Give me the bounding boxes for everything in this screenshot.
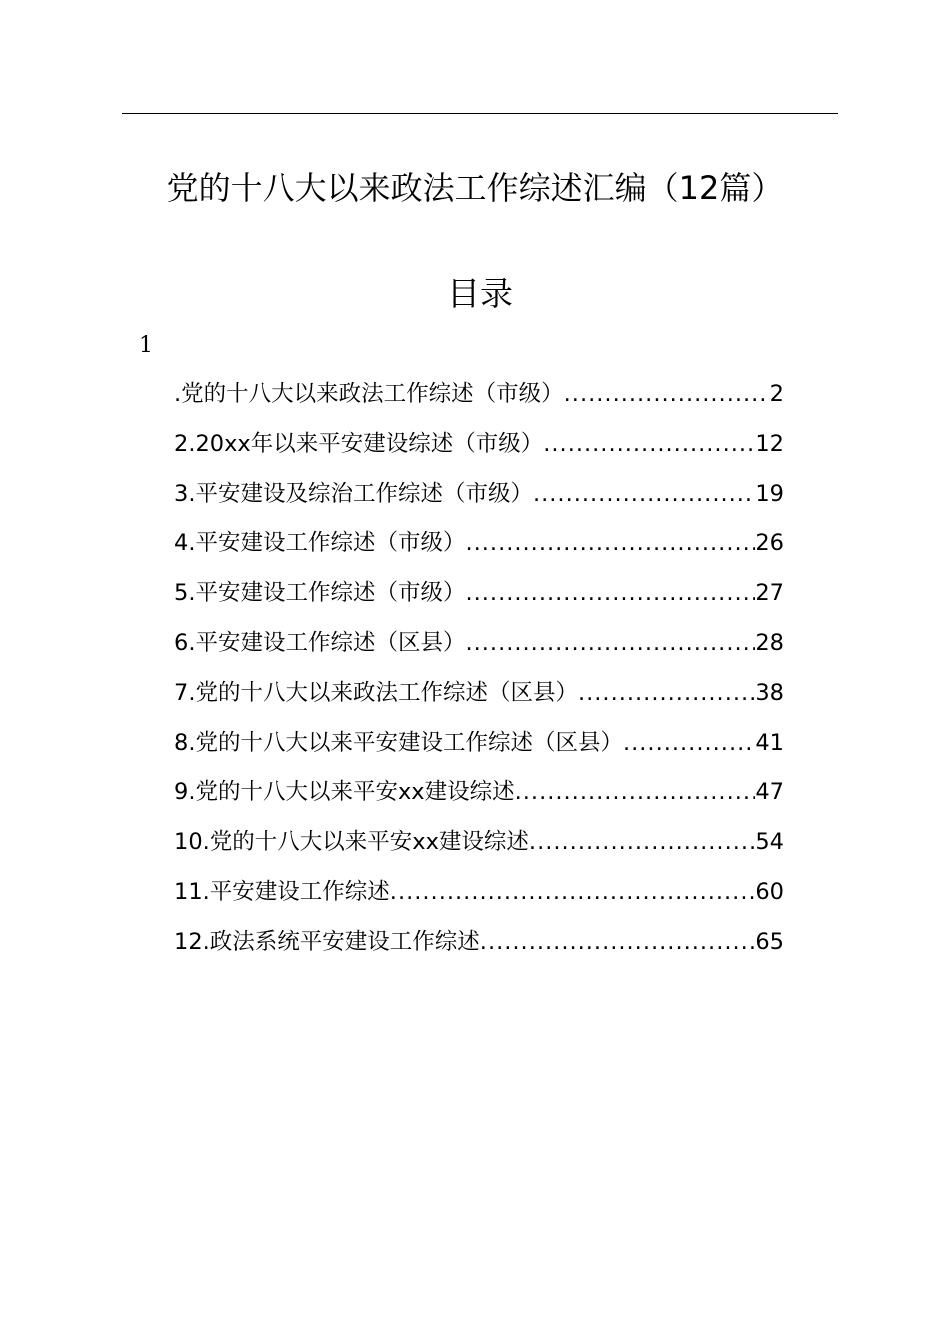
toc-leader	[465, 573, 755, 613]
toc-leader	[390, 872, 756, 912]
toc-leader	[480, 922, 756, 962]
toc-entry-page: 26	[755, 530, 784, 557]
toc-entry[interactable]	[174, 523, 784, 573]
toc-entry[interactable]	[174, 922, 784, 972]
toc-entry[interactable]	[174, 424, 784, 474]
toc-entry-title: 5.平安建设工作综述（市级）	[174, 580, 466, 607]
toc-entry[interactable]	[174, 623, 784, 673]
toc-entry-page: 28	[755, 629, 784, 656]
toc-entry-page: 60	[755, 878, 784, 905]
toc-entry-page: 47	[755, 779, 784, 806]
toc-entry-title: 7.党的十八大以来政法工作综述（区县）	[174, 679, 578, 706]
toc-entry-title: 3.平安建设及综治工作综述（市级）	[174, 480, 533, 507]
toc-leader	[533, 474, 755, 514]
toc-leader	[465, 623, 755, 663]
toc-leader	[578, 673, 755, 713]
toc-entry-page: 41	[755, 729, 784, 756]
toc-entry-title: 12.政法系统平安建设工作综述	[174, 928, 480, 955]
toc-entry-title: 4.平安建设工作综述（市级）	[174, 530, 466, 557]
toc-entry[interactable]	[174, 573, 784, 623]
toc-entry-page: 65	[755, 928, 784, 955]
toc-leader	[564, 374, 770, 414]
toc-entry-title: 11.平安建设工作综述	[174, 878, 390, 905]
toc-entry-title: 9.党的十八大以来平安xx建设综述	[174, 779, 515, 806]
toc-entry[interactable]	[174, 872, 784, 922]
toc-entry-title: 6.平安建设工作综述（区县）	[174, 629, 466, 656]
toc-leader	[515, 772, 756, 812]
toc-heading: 目录	[447, 274, 513, 313]
toc-entry-page: 2	[769, 381, 784, 407]
toc-entry[interactable]	[174, 673, 784, 723]
toc-leader	[529, 822, 755, 862]
header-rule	[122, 113, 838, 114]
toc-entry-title: 2.20xx年以来平安建设综述（市级）	[174, 430, 544, 457]
toc-entry[interactable]	[174, 822, 784, 872]
toc-entry-title: 10.党的十八大以来平安xx建设综述	[174, 829, 529, 856]
stray-number: 1	[139, 333, 153, 358]
toc-entry[interactable]	[174, 374, 784, 424]
toc-entry[interactable]	[174, 723, 784, 773]
toc-entry-title: 8.党的十八大以来平安建设工作综述（区县）	[174, 729, 623, 756]
document-title: 党的十八大以来政法工作综述汇编（12篇）	[166, 169, 784, 207]
toc-entry-page: 19	[755, 480, 784, 507]
toc-entry-page: 27	[755, 580, 784, 607]
toc-leader	[543, 424, 755, 464]
toc-entry-title: .党的十八大以来政法工作综述（市级）	[174, 381, 564, 407]
toc-leader	[623, 723, 755, 763]
toc-entry-page: 54	[755, 829, 784, 856]
toc-entry[interactable]	[174, 772, 784, 822]
toc-entry[interactable]	[174, 474, 784, 524]
toc-entry-page: 38	[755, 679, 784, 706]
toc-list	[174, 374, 784, 972]
toc-entry-page: 12	[755, 430, 784, 457]
toc-leader	[465, 523, 755, 563]
